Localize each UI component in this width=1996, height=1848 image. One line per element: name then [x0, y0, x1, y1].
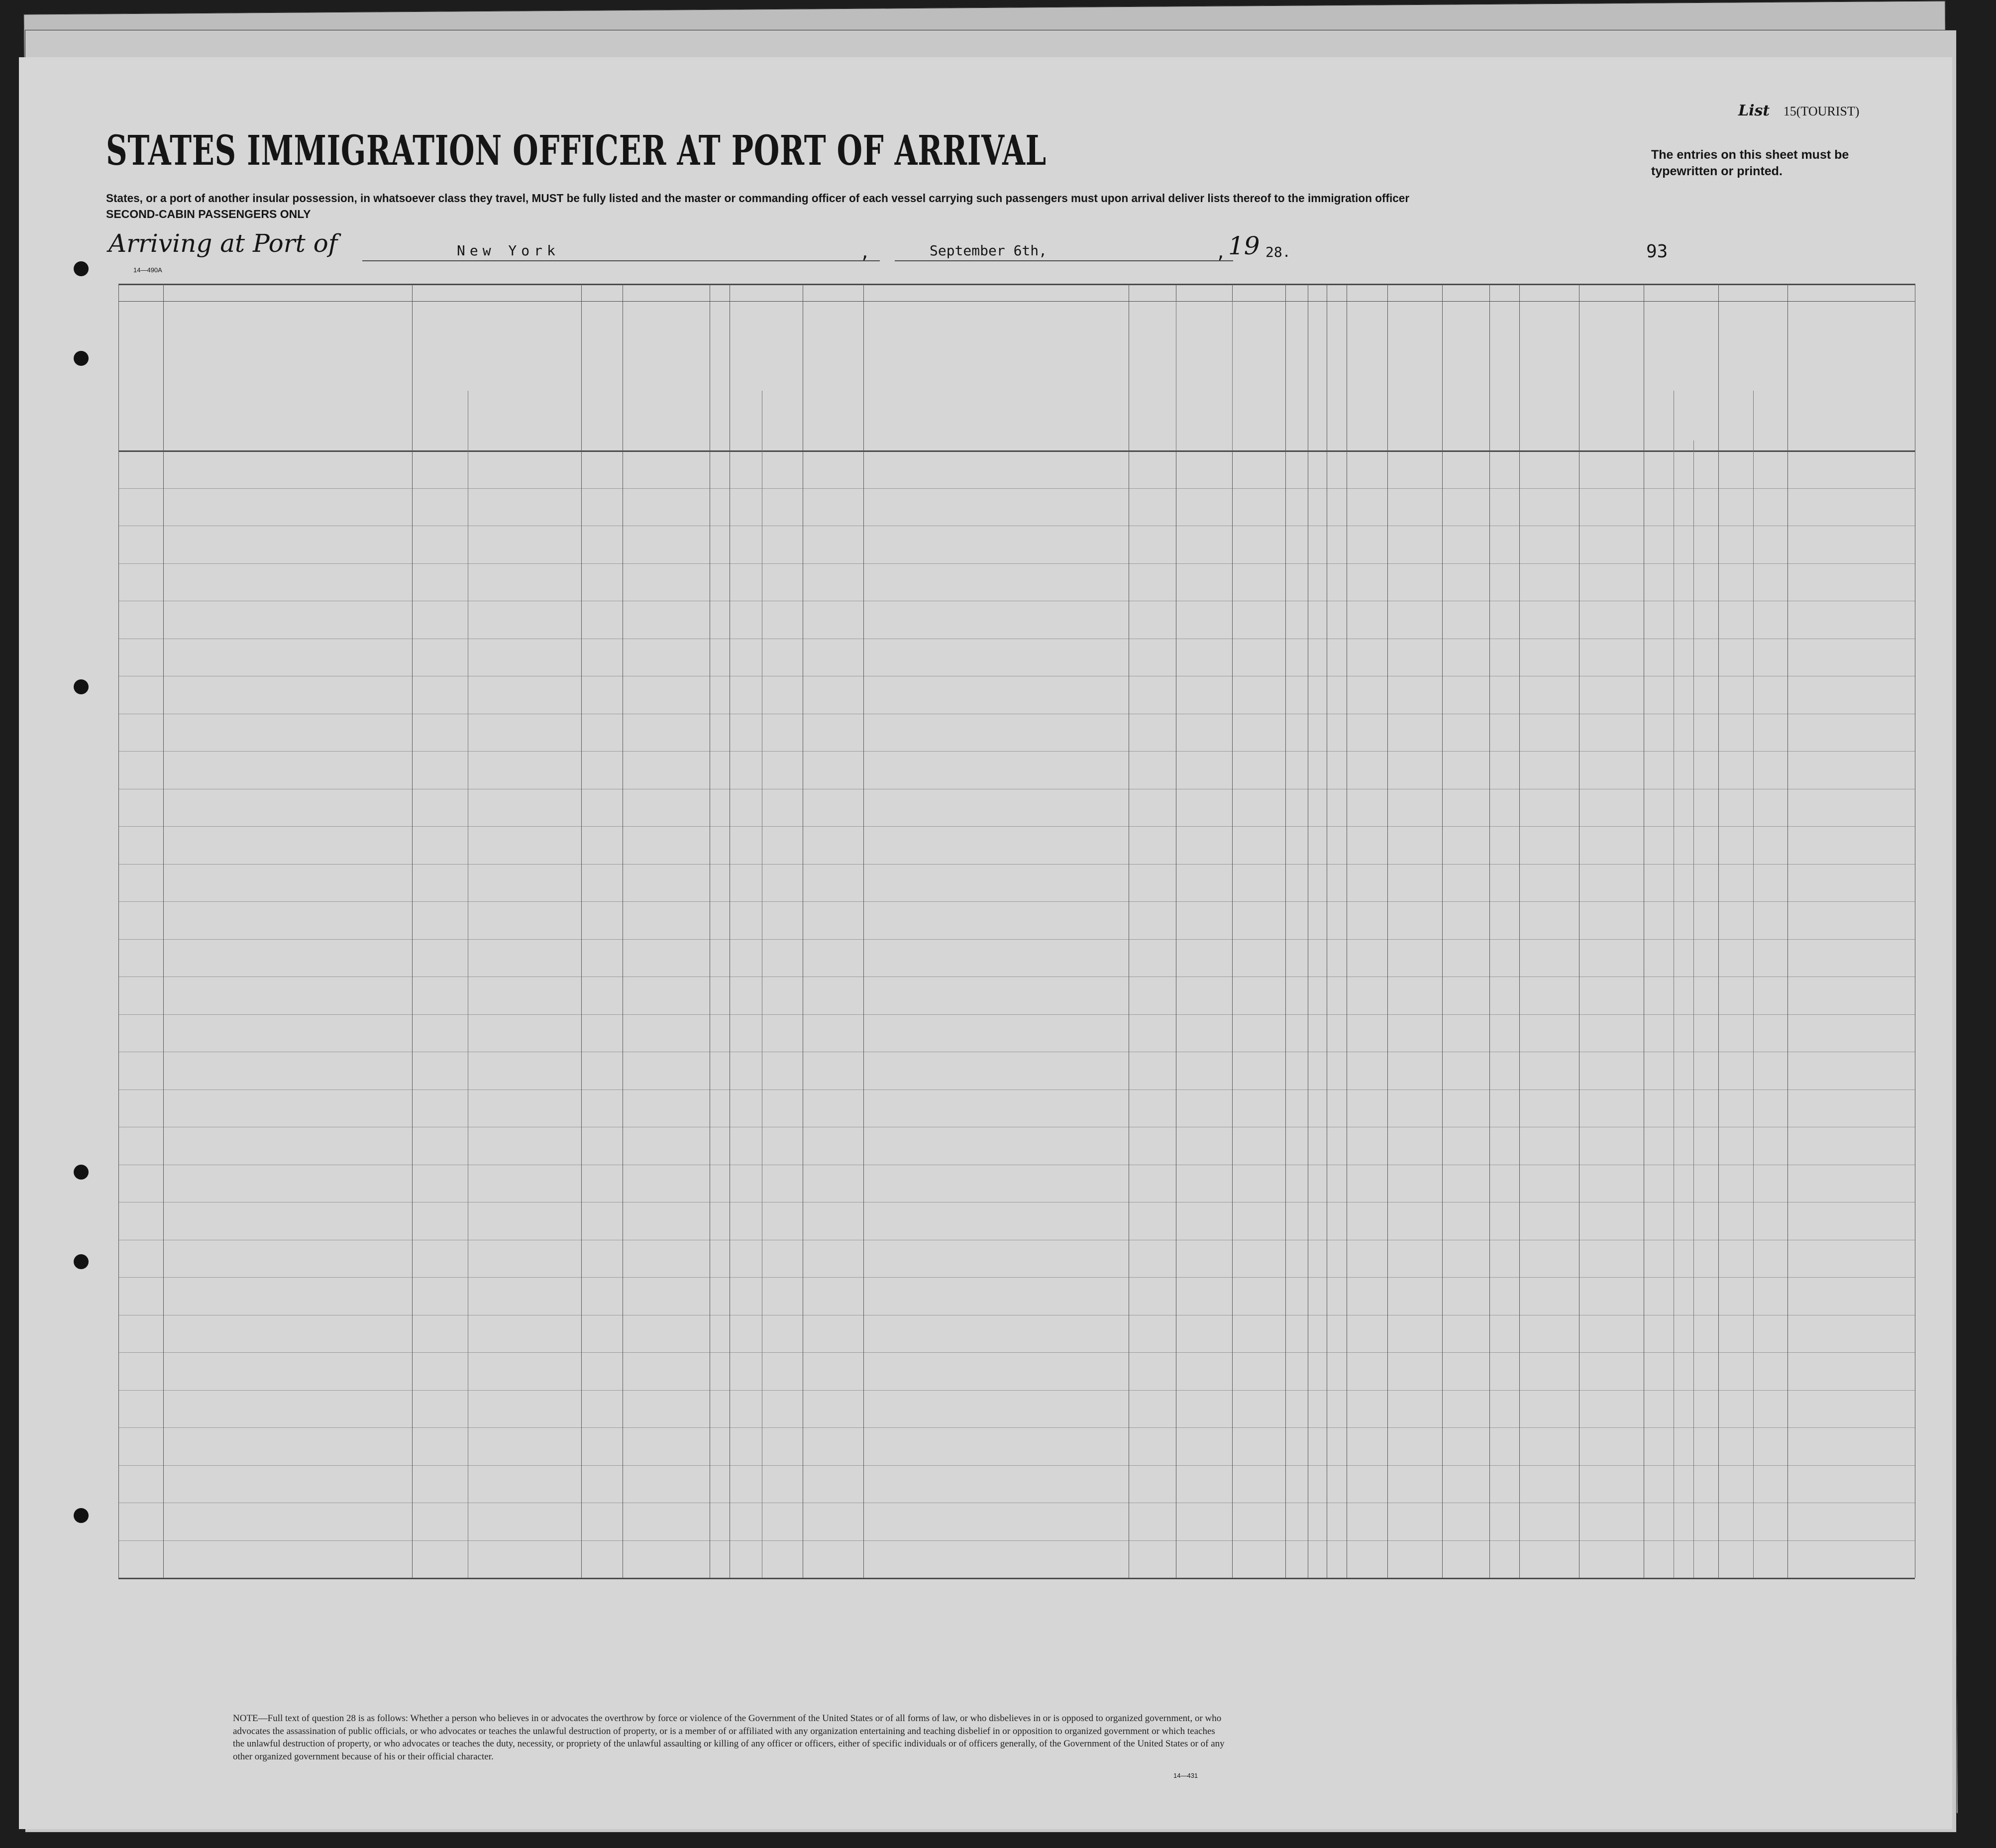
list-value: 15(TOURIST) — [1783, 104, 1860, 118]
year-suffix: 28. — [1265, 244, 1291, 260]
binding-hole — [74, 679, 89, 694]
row-rule — [118, 939, 1915, 940]
year-prefix: 19 — [1228, 231, 1260, 260]
row-rule — [118, 488, 1915, 489]
grid-rule — [118, 301, 1915, 302]
column-rule — [863, 284, 864, 1578]
date-rule — [895, 260, 1233, 261]
column-rule — [1787, 284, 1788, 1578]
port-value: New York — [457, 242, 560, 259]
column-rule — [1489, 284, 1490, 1578]
row-rule — [118, 1390, 1915, 1391]
comma-2: , — [1216, 242, 1226, 262]
column-rule — [1519, 284, 1520, 1578]
footnote: NOTE—Full text of question 28 is as follows: Whether a person who believes in or advocates the overthrow by force or violence of the Government of the United States or of all forms of law, or who disbelieves in or is opposed to organized government, or who advocates the assassination of public officials, or who advocates or teaches the unlawful destruction of property, or is a member of or affiliated with any organization entertaining and teaching disbelief in or opposition to organized government or which teaches the unlawful destruction of property, or who advocates or teaches the duty, necessity, or propriety of the unlawful assaulting or killing of any officer or officers, either of specific individuals or of officers generally, of the Government of the United States or of any other organized government because of his or their official character. — [233, 1713, 1225, 1762]
row-rule — [118, 1014, 1915, 1015]
column-rule — [1232, 301, 1233, 450]
column-rule — [118, 284, 119, 1578]
column-rule — [1285, 284, 1286, 1578]
row-rule — [118, 751, 1915, 752]
row-rule — [118, 1465, 1915, 1466]
binding-hole — [74, 261, 89, 276]
column-rule — [1718, 284, 1719, 1578]
manifest-sheet — [19, 57, 1952, 1829]
grid-rule — [118, 450, 1915, 452]
arriving-label: Arriving at Port of — [108, 229, 338, 258]
row-rule — [118, 901, 1915, 902]
form-number: 14—490A — [133, 266, 162, 274]
page-title: STATES IMMIGRATION OFFICER AT PORT OF ARRIVAL — [106, 127, 1047, 175]
column-rule — [412, 284, 413, 1578]
binding-hole — [74, 351, 89, 366]
grid-rule — [118, 1578, 1915, 1579]
row-rule — [118, 1089, 1915, 1090]
binding-hole — [74, 1165, 89, 1180]
date-value: September 6th, — [930, 242, 1048, 259]
column-rule — [1753, 391, 1754, 1578]
port-rule — [362, 260, 880, 261]
row-rule — [118, 1277, 1915, 1278]
binding-hole — [74, 1508, 89, 1523]
column-rule — [581, 284, 582, 1578]
binding-hole — [74, 1254, 89, 1269]
column-rule — [1442, 284, 1443, 1578]
grid-rule — [118, 284, 1915, 285]
row-rule — [118, 1540, 1915, 1541]
row-rule — [118, 1352, 1915, 1353]
footer-form-number: 14—431 — [1173, 1772, 1198, 1779]
row-rule — [118, 563, 1915, 564]
comma-1: , — [860, 242, 870, 262]
cabin-class: SECOND-CABIN PASSENGERS ONLY — [106, 208, 311, 220]
column-rule — [1387, 284, 1388, 1578]
list-label: List — [1738, 102, 1770, 119]
list-number — [1738, 102, 1859, 119]
column-rule — [163, 284, 164, 1578]
column-rule — [1232, 284, 1233, 1578]
row-rule — [118, 826, 1915, 827]
column-rule — [1693, 440, 1694, 1578]
typewritten-instruction: The entries on this sheet must be typewritten or printed. — [1651, 148, 1849, 178]
row-rule — [118, 864, 1915, 865]
page-number: 93 — [1646, 241, 1668, 262]
subtitle: States, or a port of another insular possession, in whatsoever class they travel, MUST be fully listed and the master or commanding officer of each vessel carrying such passengers must upon arrival deliver lists thereof to the immigration officer — [106, 192, 1410, 205]
row-rule — [118, 1427, 1915, 1428]
